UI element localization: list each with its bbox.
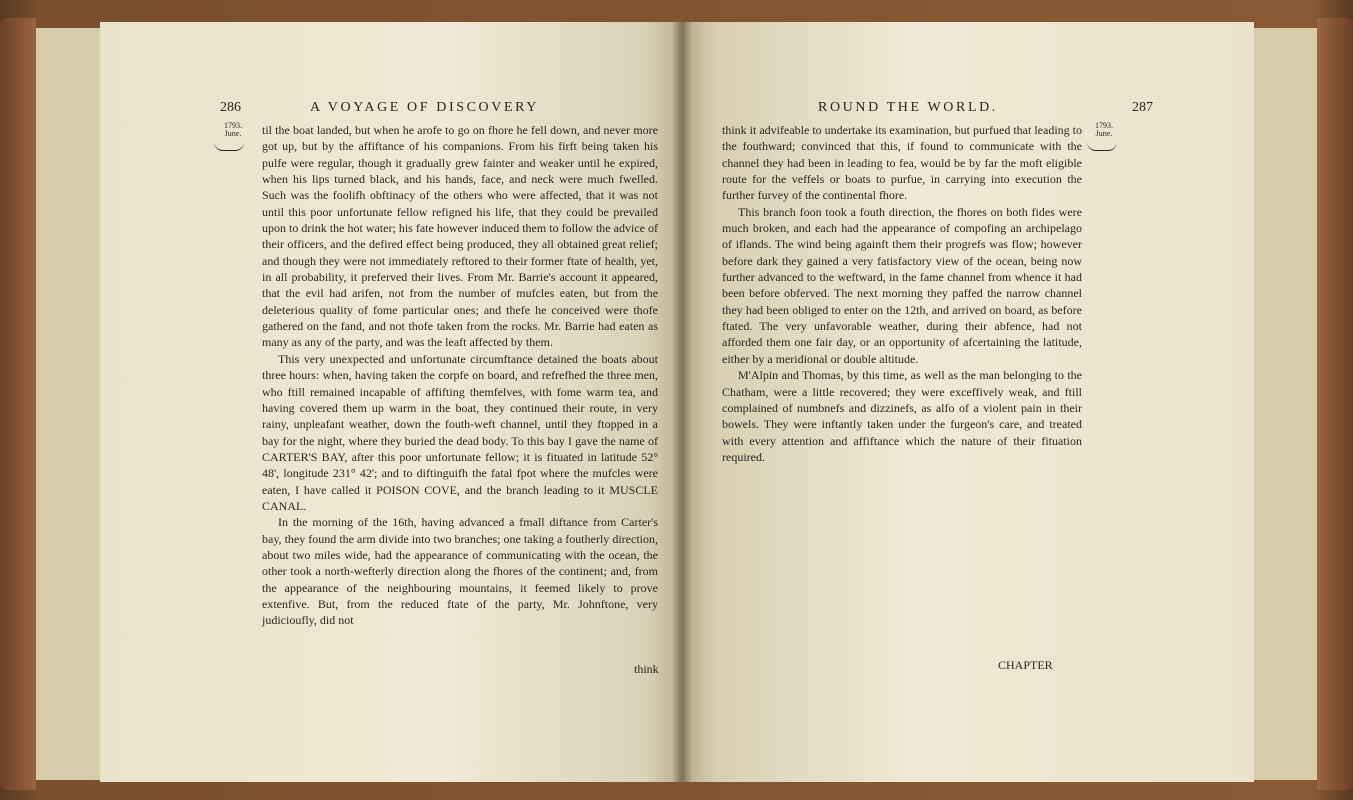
left-margin-year: 1793. (224, 121, 242, 130)
left-margin-month: June. (224, 129, 242, 138)
right-page-number: 287 (1132, 100, 1153, 115)
left-margin-note (218, 122, 248, 138)
right-running-head: ROUND THE WORLD. (818, 100, 998, 115)
right-margin-year: 1793. (1095, 121, 1113, 130)
right-paragraph-2: This branch foon took a fouth direction, the fhores on both fides were much broken, and each had the appearance of compofing an archipelago of iflands. The wind being againft them their progrefs was flow; however before dark they gained a very fatisfactory view of the ocean, being now further advanced to the weftward, in the fame channel from whence it had been before obferved. The next morning they paffed the narrow channel they had been obliged to enter on the 12th, and arrived on board, as before ftated. The very unfavorable weather, during their abfence, had not afforded them one fair day, or an opportunity of afcertaining the latitude, either by a meridional or double altitude. (722, 204, 1082, 366)
right-catchword: CHAPTER (998, 658, 1053, 672)
right-page (682, 22, 1254, 782)
left-catchword: think (634, 662, 659, 676)
right-paragraph-3: M'Alpin and Thomas, by this time, as well as the man belonging to the Chatham, were a little recovered; they were exceffively weak, and ftill complained of numbnefs and dizzinefs, as alfo of a violent pain in their bowels. They were inftantly taken under the furgeon's care, and treated with every attention and affiftance which the nature of their fituation required. (722, 368, 1082, 464)
right-margin-brace (1087, 142, 1117, 151)
left-page (100, 22, 682, 782)
left-page-number: 286 (220, 100, 241, 115)
right-margin-note (1089, 122, 1119, 138)
left-body-text (262, 122, 658, 629)
left-running-head: A VOYAGE OF DISCOVERY (310, 100, 539, 115)
left-paragraph-2: This very unexpected and unfortunate circumftance detained the boats about three hours: when, having taken the corpfe on board, and refrefhed the three men, who ftill remained incapable of affifting themfelves, with fome warm tea, and having covered them up warm in the boat, they continued their route, in very rainy, unpleafant weather, down the fouth-weft channel, until they ftopped in a bay for the night, where they buried the dead body. To this bay I gave the name of CARTER'S BAY, after this poor unfortunate fellow; it is fituated in latitude 52° 48', longitude 231° 42'; and to diftinguifh the fatal fpot where the mufcles were eaten, I have called it POISON COVE, and the branch leading to it MUSCLE CANAL. (262, 351, 658, 513)
left-cover-edge (0, 18, 36, 790)
left-paragraph-1: til the boat landed, but when he arofe to go on fhore he fell down, and never more got up, but by the affiftance of his companions. From his firft being taken his pulfe were regular, though it gradually grew fainter and weaker until he expired, when his lips turned black, and his hands, face, and neck were much fwelled. Such was the foolifh obftinacy of the others who were affected, that it was not until this poor unfortunate fellow refigned his life, that they could be prevailed upon to drink the hot water; his fate however induced them to follow the advice of their officers, and the defired effect being produced, they all obtained great relief; and though they were not immediately reftored to their former ftate of health, yet, in all probability, it preferved their lives. From Mr. Barrie's account it appeared, that the evil had arifen, not from the number of mufcles eaten, but from the deleterious quality of fome particular ones; and thefe he conceived were thofe gathered on the fand, and not thofe taken from the rocks. Mr. Barrie had eaten as many as any of the party, and was the leaft affected by them. (262, 123, 658, 350)
left-paragraph-3: In the morning of the 16th, having advanced a fmall diftance from Carter's bay, they found the arm divide into two branches; one taking a foutherly direction, about two miles wide, had the appearance of communicating with the ocean, the other took a north-wefterly direction along the fhores of the continent; and, from the appearance of the neighbouring mountains, it feemed likely to prove extenfive. But, from the reduced ftate of the party, Mr. Johnftone, very judicioufly, did not (262, 515, 658, 628)
left-margin-brace (214, 142, 244, 151)
right-page-edges (1247, 28, 1317, 780)
left-page-edges (36, 28, 106, 780)
right-body-text (722, 122, 1082, 465)
right-margin-month: June. (1095, 129, 1113, 138)
book-gutter-shadow (672, 22, 692, 782)
right-cover-edge (1317, 18, 1353, 790)
right-paragraph-1: think it advifeable to undertake its examination, but purfued that leading to the fouthward; convinced that this, if found to communicate with the channel they had been in leading to fea, would be by far the moft eligible route for the veffels or boats to purfue, in carrying into execution the further furvey of the continental fhore. (722, 123, 1082, 203)
